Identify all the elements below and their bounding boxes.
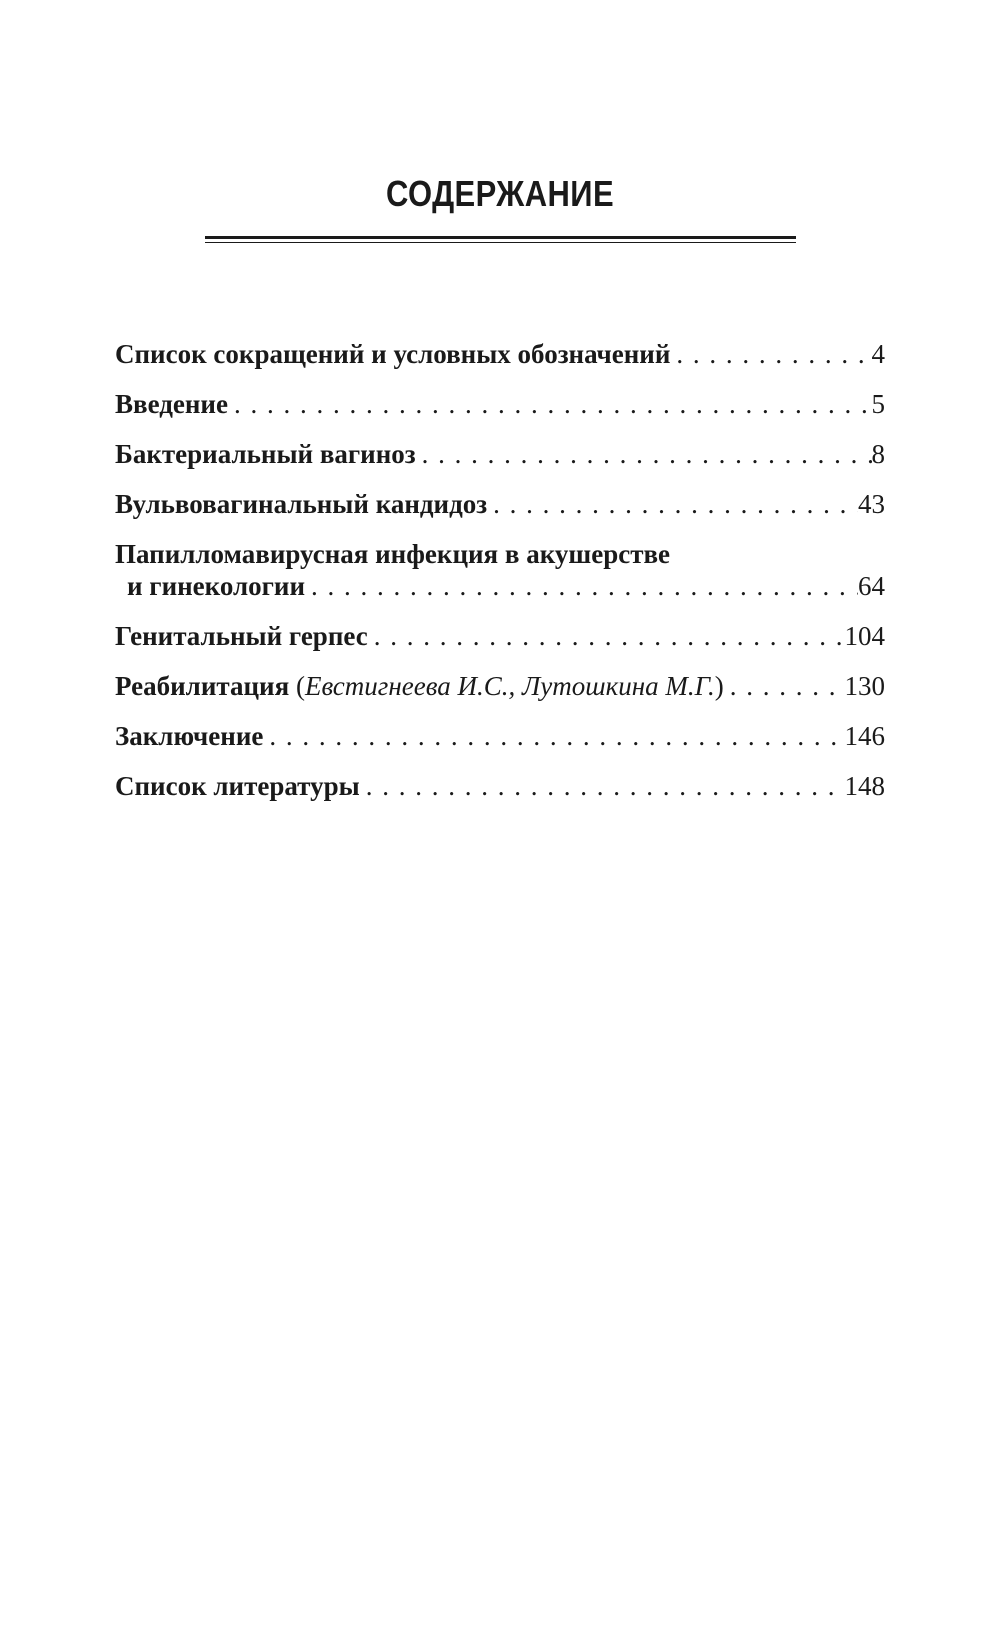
toc-entry-title: Вульвовагинальный кандидоз <box>115 489 488 519</box>
dot-leader <box>416 440 872 468</box>
dot-leader <box>670 340 871 368</box>
toc-entry-title <box>115 672 724 700</box>
toc-entry-title: Список литературы <box>115 771 360 801</box>
title-double-rule <box>205 236 796 239</box>
toc-page-number: 64 <box>858 571 885 601</box>
toc-page-number: 104 <box>844 621 885 651</box>
toc-entry-title-line2: и гинекологии <box>127 571 306 601</box>
toc-page-number: 130 <box>844 671 885 701</box>
toc-entry-abbreviations[interactable] <box>115 340 885 368</box>
toc-page-number: 146 <box>844 721 885 751</box>
toc-entry-title-text: Реабилитация <box>115 671 290 701</box>
toc-entry-candidiasis[interactable] <box>115 490 885 518</box>
toc-entry-title: Генитальный герпес <box>115 621 368 651</box>
dot-leader <box>487 490 858 518</box>
toc-entry-rehabilitation[interactable] <box>115 672 885 700</box>
dot-leader <box>360 772 845 800</box>
table-of-contents <box>115 340 885 822</box>
toc-page-number: 4 <box>871 339 885 369</box>
toc-entry-introduction[interactable] <box>115 390 885 418</box>
paren-close: ) <box>714 671 724 701</box>
toc-page-number: 5 <box>871 389 885 419</box>
dot-leader <box>263 722 844 750</box>
toc-entry-bacterial-vaginosis[interactable] <box>115 440 885 468</box>
toc-page-number: 148 <box>844 771 885 801</box>
dot-leader <box>228 390 872 418</box>
dot-leader <box>368 622 845 650</box>
toc-entry-conclusion[interactable] <box>115 722 885 750</box>
dot-leader <box>305 572 858 600</box>
dot-leader <box>724 672 845 700</box>
toc-entry-genital-herpes[interactable] <box>115 622 885 650</box>
paren-open: ( <box>295 671 305 701</box>
toc-entry-references[interactable] <box>115 772 885 800</box>
toc-entry-title: Список сокращений и условных обозначений <box>115 339 671 369</box>
toc-entry-title: Введение <box>115 389 228 419</box>
toc-entry-title-line1: Папилломавирусная инфекция в акушерстве <box>115 539 671 569</box>
page-title: СОДЕРЖАНИЕ <box>385 173 615 214</box>
toc-entry-title: Бактериальный вагиноз <box>115 439 416 469</box>
toc-entry-authors: Евстигнеева И.С., Лутошкина М.Г. <box>304 671 715 701</box>
toc-page-number: 43 <box>858 489 885 519</box>
toc-entry-title: Заключение <box>115 721 264 751</box>
toc-page-number: 8 <box>871 439 885 469</box>
toc-entry-papillomavirus[interactable] <box>115 540 885 600</box>
